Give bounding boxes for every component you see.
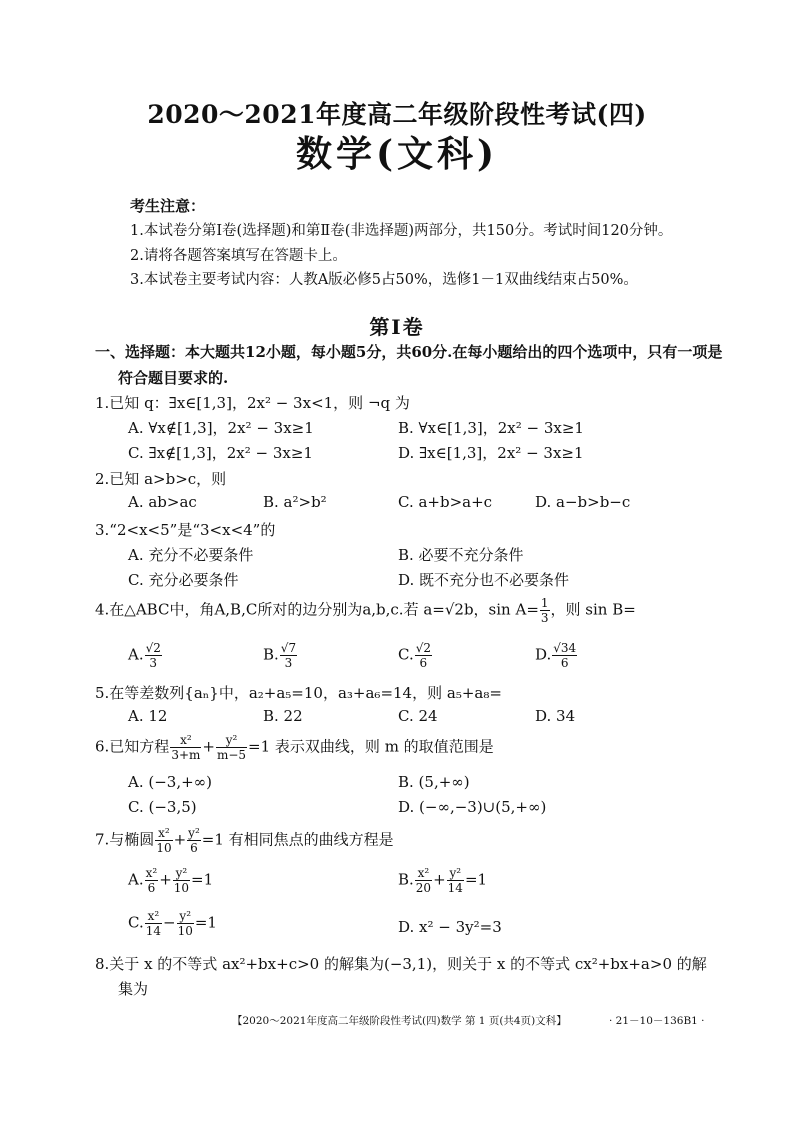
question-1-option-b: B. ∀x∈[1,3]，2x² − 3x≥1	[398, 419, 584, 437]
fraction-numerator: √34	[553, 641, 577, 655]
question-7-fraction-2	[187, 827, 201, 854]
question-4-fraction	[540, 597, 550, 624]
question-5-stem: 5.在等差数列{aₙ}中，a₂+a₅=10，a₃+a₆=14，则 a₅+a₈=	[95, 684, 502, 702]
fraction-denominator: 6	[190, 841, 198, 855]
operator: −	[163, 913, 176, 932]
fraction-denominator: 20	[415, 881, 432, 895]
fraction-denominator: 10	[173, 881, 190, 895]
question-3-stem: 3.“2<x<5”是“3<x<4”的	[95, 521, 276, 539]
subject-title: 数学(文科)	[295, 133, 499, 175]
fraction-denominator: 3	[540, 611, 549, 625]
question-6-option-a: A. (−3,+∞)	[128, 773, 213, 791]
fraction-numerator: y²	[177, 910, 194, 924]
option-label: C.	[398, 645, 414, 664]
question-6-option-b: B. (5,+∞)	[398, 773, 470, 791]
question-7-option-c	[128, 910, 217, 937]
option-label: C.	[128, 913, 144, 932]
option-label: A.	[128, 645, 144, 664]
question-1-option-a: A. ∀x∉[1,3]，2x² − 3x≥1	[128, 419, 314, 437]
question-1-option-d: D. ∃x∈[1,3]，2x² − 3x≥1	[398, 444, 584, 462]
fraction-numerator: √2	[145, 641, 161, 655]
section-title: 第Ⅰ卷	[369, 315, 425, 339]
fraction-numerator: √2	[415, 641, 431, 655]
fraction-numerator: √7	[280, 641, 297, 655]
question-6-stem-pre: 6.已知方程	[95, 737, 170, 756]
question-8-stem-line1: 8.关于 x 的不等式 ax²+bx+c>0 的解集为(−3,1)，则关于 x 的不等式 cx²+bx+a>0 的解	[95, 955, 707, 973]
page-footer: 【2020～2021年度高二年级阶段性考试(四)数学 第 1 页(共4页)文科】	[232, 1015, 567, 1027]
fraction-numerator: y²	[173, 867, 190, 881]
option-fraction-2	[447, 867, 464, 894]
option-fraction-1	[145, 910, 162, 937]
fraction-denominator: 14	[145, 924, 161, 938]
option-fraction	[280, 642, 297, 669]
option-fraction	[552, 642, 577, 669]
question-6-option-d: D. (−∞,−3)∪(5,+∞)	[398, 798, 547, 816]
question-2-option-d: D. a−b>b−c	[535, 493, 631, 511]
question-6-option-c: C. (−3,5)	[128, 798, 197, 816]
question-3-option-b: B. 必要不充分条件	[398, 546, 524, 564]
question-3-option-a: A. 充分不必要条件	[128, 546, 254, 564]
question-8-stem-line2: 集为	[118, 980, 149, 998]
question-7-option-a	[128, 867, 213, 894]
question-7-option-d: D. x² − 3y²=3	[398, 918, 502, 936]
option-label: A.	[128, 870, 144, 889]
fraction-denominator: 3+m	[171, 748, 201, 762]
part-instruction-line1: 一、选择题：本大题共12小题，每小题5分，共60分.在每小题给出的四个选项中，只有一项是	[95, 343, 723, 361]
option-label: B.	[398, 870, 414, 889]
question-5-option-b: B. 22	[263, 707, 303, 725]
operator: +	[159, 870, 172, 889]
question-7-stem-pre: 7.与椭圆	[95, 830, 155, 849]
option-label: B.	[263, 645, 279, 664]
question-3-option-d: D. 既不充分也不必要条件	[398, 571, 570, 589]
part-instruction-line2: 符合题目要求的.	[118, 369, 229, 387]
question-1-stem: 1.已知 q：∃x∈[1,3]，2x² − 3x<1，则 ¬q 为	[95, 394, 410, 412]
option-fraction-1	[415, 867, 432, 894]
fraction-denominator: m−5	[216, 748, 247, 762]
option-fraction-1	[145, 867, 159, 894]
question-4-option-c	[398, 642, 433, 669]
fraction-numerator: x²	[170, 734, 201, 748]
notice-item-3: 3.本试卷主要考试内容：人教A版必修5占50%，选修1－1双曲线结束占50%。	[130, 272, 638, 288]
question-4-option-b	[263, 642, 298, 669]
question-2-stem: 2.已知 a>b>c，则	[95, 470, 227, 488]
question-4-stem-post: ，则 sin B=	[550, 600, 636, 619]
exam-title: 2020～2021年度高二年级阶段性考试(四)	[147, 100, 647, 129]
notice-item-1: 1.本试卷分第Ⅰ卷(选择题)和第Ⅱ卷(非选择题)两部分，共150分。考试时间120分钟。	[130, 223, 673, 239]
fraction-numerator: x²	[145, 866, 158, 880]
fraction-numerator: 1	[540, 596, 549, 610]
exam-code: · 21－10－136B1 ·	[609, 1015, 705, 1027]
fraction-denominator: 10	[156, 841, 172, 855]
option-fraction-2	[173, 867, 190, 894]
fraction-numerator: y²	[188, 826, 200, 840]
question-7-stem	[95, 827, 394, 854]
plus-sign: +	[173, 830, 187, 849]
fraction-numerator: x²	[415, 867, 432, 881]
option-label: D.	[535, 645, 552, 664]
question-5-option-a: A. 12	[128, 707, 168, 725]
operator: +	[433, 870, 446, 889]
plus-sign: +	[202, 737, 215, 756]
notice-heading: 考生注意：	[130, 197, 206, 215]
option-fraction-2	[177, 910, 194, 937]
question-7-option-b	[398, 867, 487, 894]
fraction-numerator: x²	[155, 827, 172, 841]
question-3-option-c: C. 充分必要条件	[128, 571, 239, 589]
question-5-option-c: C. 24	[398, 707, 438, 725]
question-4-option-d	[535, 642, 578, 669]
fraction-denominator: 6	[419, 656, 428, 670]
question-6-fraction-1	[170, 734, 201, 761]
question-6-stem-post: =1 表示双曲线，则 m 的取值范围是	[248, 737, 494, 756]
equation-tail: =1	[194, 913, 217, 932]
question-6-stem	[95, 734, 494, 761]
fraction-numerator: y²	[216, 734, 247, 748]
question-7-stem-post: =1 有相同焦点的曲线方程是	[201, 830, 394, 849]
question-2-option-c: C. a+b>a+c	[398, 493, 493, 511]
question-7-fraction-1	[155, 827, 172, 854]
fraction-numerator: x²	[145, 910, 162, 924]
fraction-denominator: 3	[149, 656, 158, 670]
fraction-denominator: 14	[447, 881, 463, 895]
question-4-option-a	[128, 642, 163, 669]
fraction-denominator: 10	[177, 924, 193, 938]
notice-item-2: 2.请将各题答案填写在答题卡上。	[130, 248, 347, 264]
fraction-numerator: y²	[447, 867, 464, 881]
question-1-option-c: C. ∃x∉[1,3]，2x² − 3x≥1	[128, 444, 313, 462]
question-2-option-b: B. a²>b²	[263, 493, 327, 511]
fraction-denominator: 3	[284, 656, 293, 670]
fraction-denominator: 6	[560, 656, 569, 670]
question-4-stem-pre: 4.在△ABC中，角A,B,C所对的边分别为a,b,c.若 a=√2b，sin A=	[95, 600, 539, 619]
question-6-fraction-2	[216, 734, 247, 761]
question-4-stem	[95, 597, 636, 624]
question-2-option-a: A. ab>ac	[128, 493, 197, 511]
fraction-denominator: 6	[147, 881, 156, 895]
option-fraction	[415, 642, 432, 669]
option-fraction	[145, 642, 162, 669]
question-5-option-d: D. 34	[535, 707, 576, 725]
equation-tail: =1	[191, 870, 214, 889]
equation-tail: =1	[464, 870, 488, 889]
